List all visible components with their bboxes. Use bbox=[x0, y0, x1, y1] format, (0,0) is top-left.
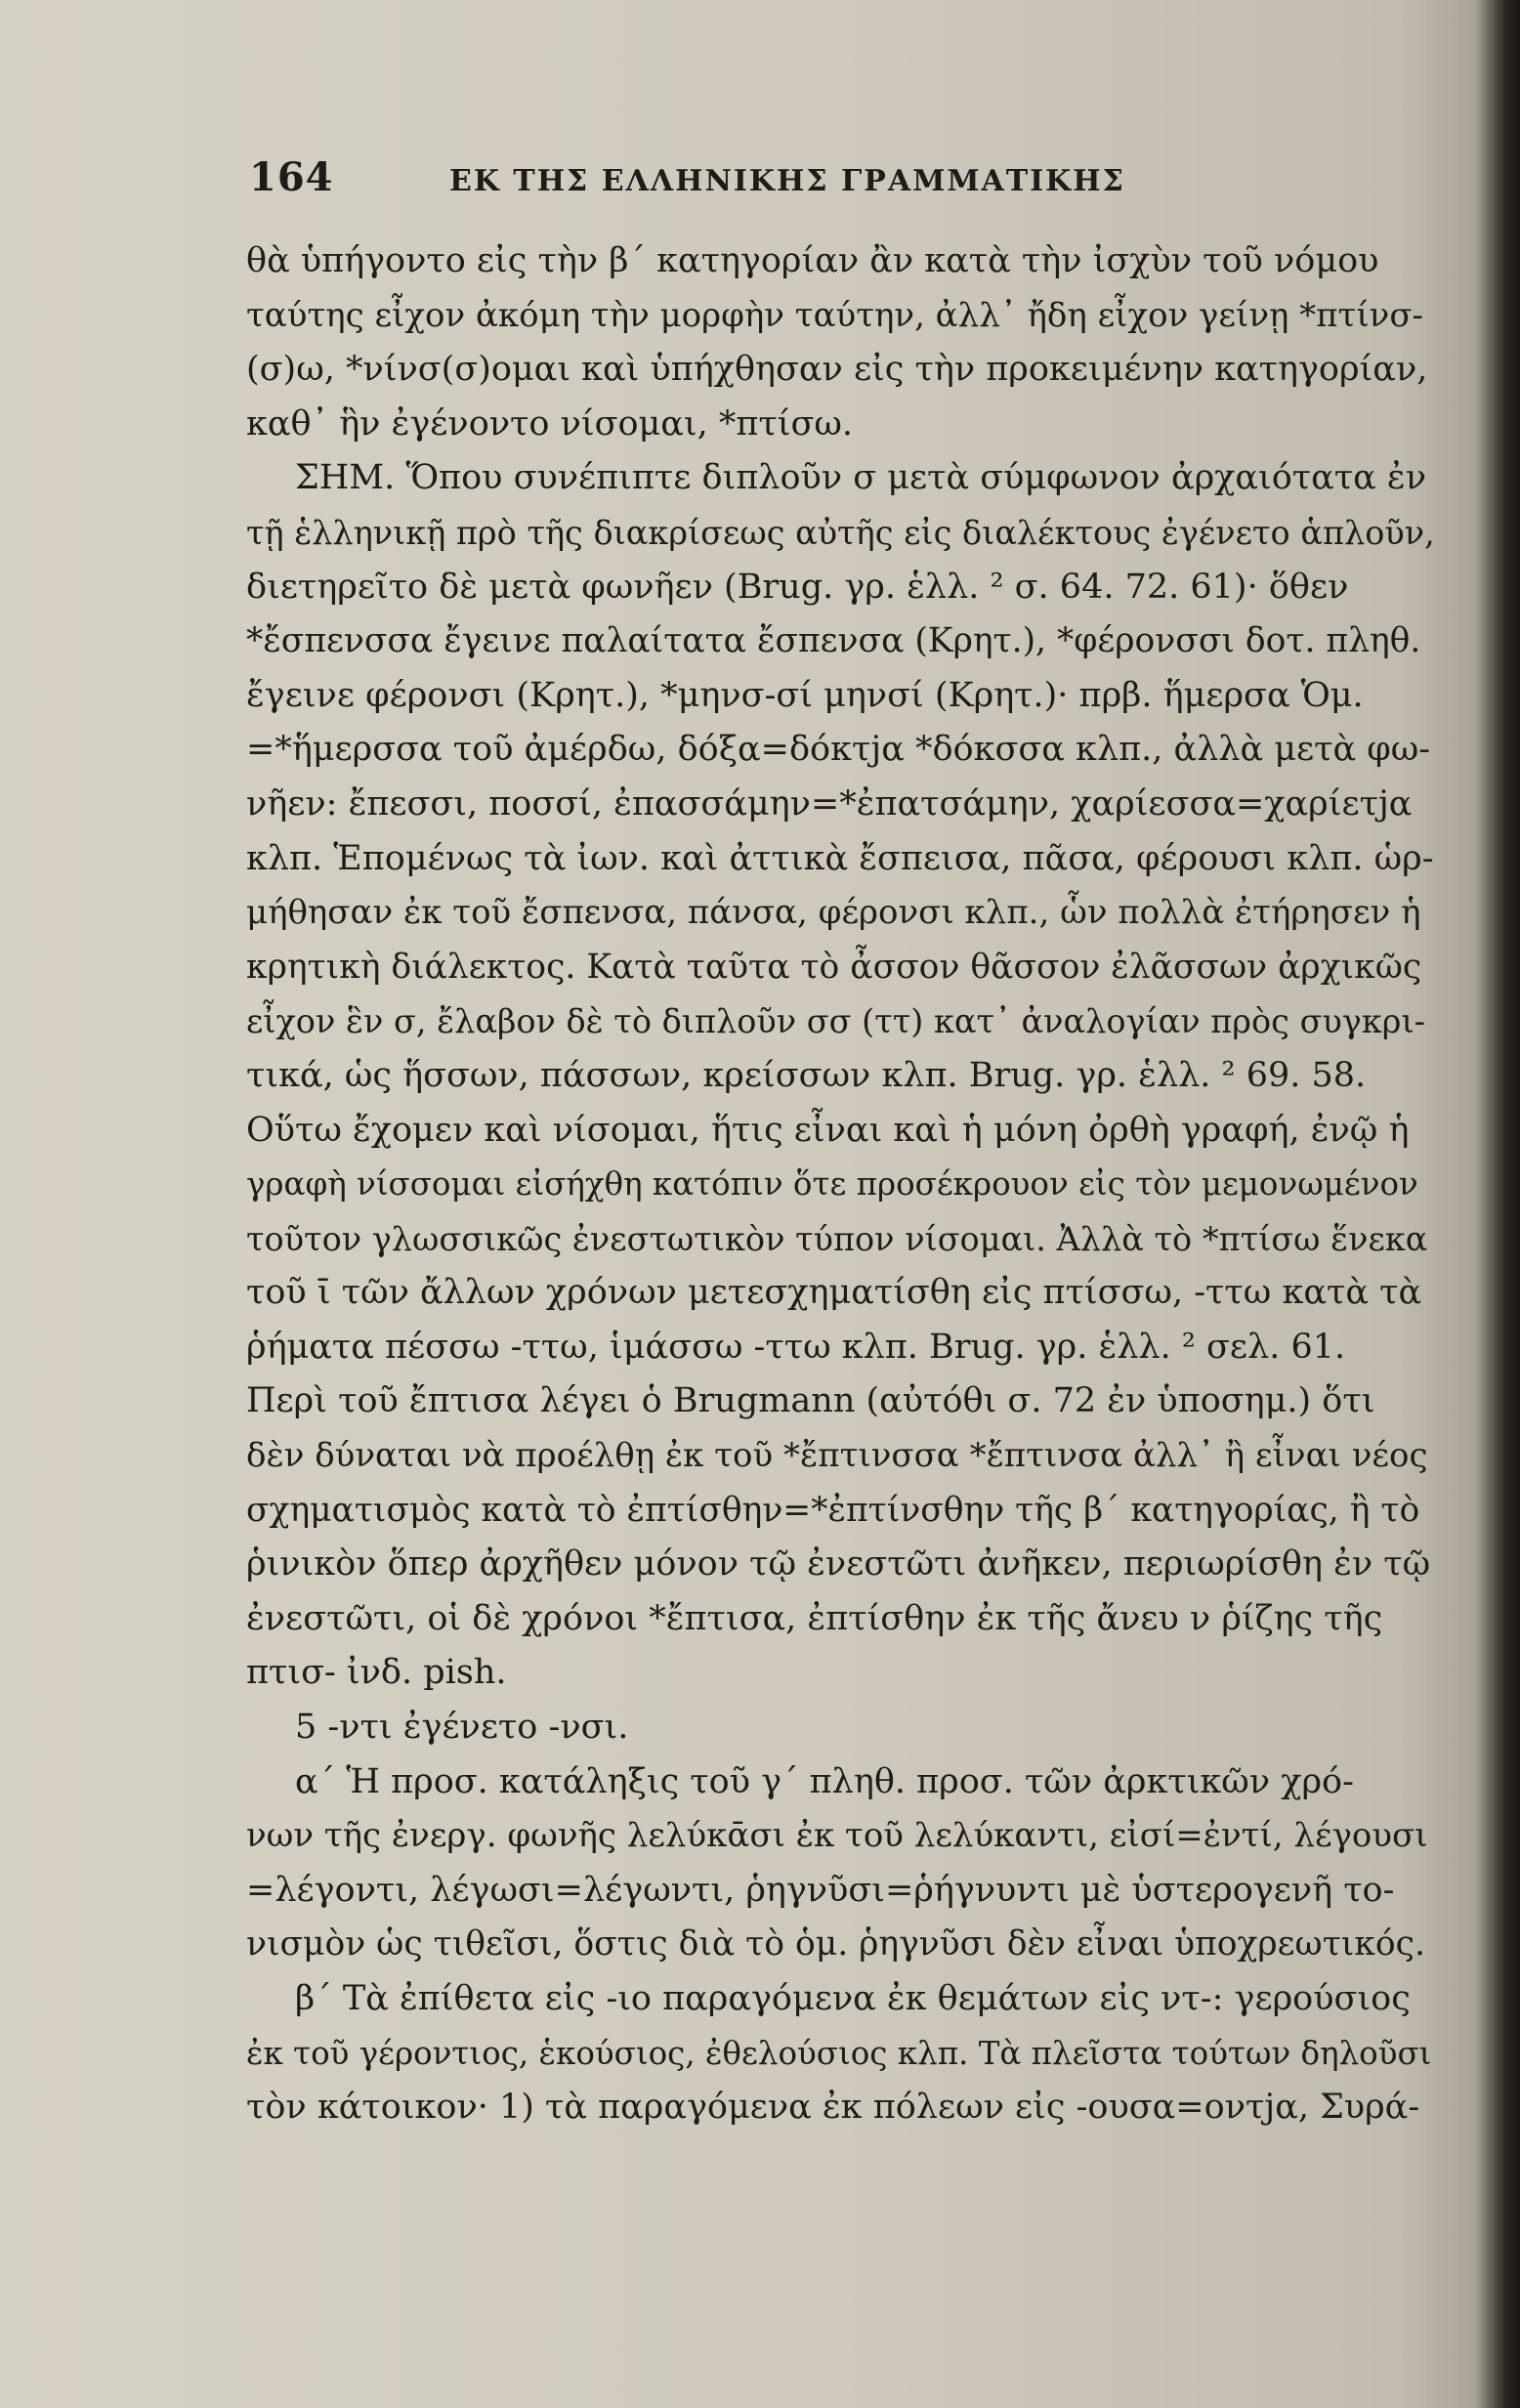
text-line: νῆεν: ἔπεσσι, ποσσί, ἐπασσάμην=*ἐπατσάμην, χαρίεσσα=χαρίετϳα bbox=[246, 783, 1413, 824]
text-line: =λέγοντι, λέγωσι=λέγωντι, ῥηγνῦσι=ῥήγνυντι μὲ ὑστερογενῆ το- bbox=[246, 1870, 1395, 1910]
text-line: ἐκ τοῦ γέροντιος, ἑκούσιος, ἐθελούσιος κλπ. Τὰ πλεῖστα τούτων δηλοῦσι bbox=[246, 2034, 1432, 2072]
text-line: ῥήματα πέσσω -ττω, ἱμάσσω -ττω κλπ. Brug. γρ. ἑλλ. ² σελ. 61. bbox=[246, 1327, 1346, 1367]
text-line: εἶχον ἓν σ, ἔλαβον δὲ τὸ διπλοῦν σσ (ττ) κατ᾽ ἀναλογίαν πρὸς συγκρι- bbox=[246, 1002, 1425, 1041]
text-line: δὲν δύναται νὰ προέλθῃ ἐκ τοῦ *ἔπτινσσα *ἔπτινσα ἀλλ᾽ ἢ εἶναι νέος bbox=[246, 1436, 1428, 1476]
text-line: ἐνεστῶτι, οἱ δὲ χρόνοι *ἔπτισα, ἐπτίσθην ἐκ τῆς ἄνευ ν ῥίζης τῆς bbox=[246, 1598, 1383, 1638]
text-line: θὰ ὑπήγοντο εἰς τὴν β΄ κατηγορίαν ἂν κατὰ τὴν ἰσχὺν τοῦ νόμου bbox=[246, 241, 1379, 280]
text-line: σχηματισμὸς κατὰ τὸ ἐπτίσθην=*ἐπτίνσθην τῆς β΄ κατηγορίας, ἢ τὸ bbox=[246, 1490, 1420, 1530]
text-line: τοῦ ῑ τῶν ἄλλων χρόνων μετεσχηματίσθη εἰς πτίσσω, -ττω κατὰ τὰ bbox=[246, 1273, 1422, 1313]
text-line: τὸν κάτοικον· 1) τὰ παραγόμενα ἐκ πόλεων εἰς -ουσα=οντϳα, Συρά- bbox=[246, 2088, 1420, 2128]
text-line: Οὕτω ἔχομεν καὶ νίσομαι, ἥτις εἶναι καὶ ἡ μόνη ὀρθὴ γραφή, ἐνῷ ἡ bbox=[246, 1110, 1410, 1150]
text-line: (σ)ω, *νίνσ(σ)ομαι καὶ ὑπήχθησαν εἰς τὴν προκειμένην κατηγορίαν, bbox=[246, 350, 1428, 390]
text-line: ῥινικὸν ὅπερ ἀρχῆθεν μόνον τῷ ἐνεστῶτι ἀνῆκεν, περιωρίσθη ἐν τῷ bbox=[246, 1544, 1431, 1584]
text-line: νων τῆς ἐνεργ. φωνῆς λελύκᾱσι ἐκ τοῦ λελύκαντι, εἰσί=ἐντί, λέγουσι bbox=[246, 1816, 1428, 1856]
text-line: κλπ. Ἑπομένως τὰ ἰων. καὶ ἀττικὰ ἔσπεισα, πᾶσα, φέρουσι κλπ. ὡρ- bbox=[246, 838, 1434, 878]
text-line: 5 -ντι ἐγένετο -νσι. bbox=[295, 1708, 629, 1748]
text-line: ἔγεινε φέρονσι (Κρητ.), *μηνσ-σί μηνσί (Κρητ.)· πρβ. ἥμερσα Ὁμ. bbox=[246, 675, 1364, 715]
text-line: κρητικὴ διάλεκτος. Κατὰ ταῦτα τὸ ἆσσον θᾶσσον ἐλᾶσσων ἀρχικῶς bbox=[246, 947, 1422, 987]
text-line: νισμὸν ὡς τιθεῖσι, ὅστις διὰ τὸ ὁμ. ῥηγνῦσι δὲν εἶναι ὑποχρεωτικός. bbox=[246, 1924, 1425, 1964]
text-line: ταύτης εἶχον ἀκόμη τὴν μορφὴν ταύτην, ἀλλ᾽ ἤδη εἶχον γείνῃ *πτίνσ- bbox=[246, 295, 1424, 335]
text-line: =*ἥμερσσα τοῦ ἀμέρδω, δόξα=δόκτϳα *δόκσσα κλπ., ἀλλὰ μετὰ φω- bbox=[246, 730, 1431, 770]
text-line: καθ᾽ ἣν ἐγένοντο νίσομαι, *πτίσω. bbox=[246, 403, 854, 444]
text-line: τικά, ὡς ἥσσων, πάσσων, κρείσσων κλπ. Brug. γρ. ἑλλ. ² 69. 58. bbox=[246, 1055, 1367, 1095]
body-text bbox=[246, 234, 1436, 2135]
running-title: ΕΚ ΤΗΣ ΕΛΛΗΝΙΚΗΣ ΓΡΑΜΜΑΤΙΚΗΣ bbox=[449, 164, 1125, 198]
text-line: τῇ ἑλληνικῇ πρὸ τῆς διακρίσεως αὐτῆς εἰς διαλέκτους ἐγένετο ἁπλοῦν, bbox=[246, 513, 1435, 552]
page-number: 164 bbox=[249, 154, 334, 200]
text-line: ΣΗΜ. Ὅπου συνέπιπτε διπλοῦν σ μετὰ σύμφωνον ἀρχαιότατα ἐν bbox=[295, 458, 1426, 498]
text-line: διετηρεῖτο δὲ μετὰ φωνῆεν (Brug. γρ. ἑλλ. ² σ. 64. 72. 61)· ὅθεν bbox=[246, 567, 1349, 607]
text-line: πτισ- ἰνδ. pish. bbox=[246, 1653, 507, 1693]
text-line: τοῦτον γλωσσικῶς ἐνεστωτικὸν τύπον νίσομαι. Ἀλλὰ τὸ *πτίσω ἕνεκα bbox=[246, 1219, 1428, 1258]
text-line: α΄ Ἡ προσ. κατάληξις τοῦ γ΄ πληθ. προσ. τῶν ἀρκτικῶν χρό- bbox=[295, 1761, 1354, 1801]
text-line: *ἔσπενσσα ἔγεινε παλαίτατα ἔσπενσα (Κρητ.), *φέρονσσι δοτ. πληθ. bbox=[246, 621, 1421, 661]
text-line: μήθησαν ἐκ τοῦ ἔσπενσα, πάνσα, φέρονσι κλπ., ὧν πολλὰ ἐτήρησεν ἡ bbox=[246, 893, 1421, 933]
text-line: Περὶ τοῦ ἔπτισα λέγει ὁ Brugmann (αὐτόθι σ. 72 ἐν ὑποσημ.) ὅτι bbox=[246, 1381, 1375, 1421]
text-line: β΄ Τὰ ἐπίθετα εἰς -ιο παραγόμενα ἐκ θεμάτων εἰς ντ-: γερούσιος bbox=[295, 1979, 1411, 2018]
text-line: γραφὴ νίσσομαι εἰσήχθη κατόπιν ὅτε προσέκρουον εἰς τὸν μεμονωμένον bbox=[246, 1165, 1418, 1204]
page-header bbox=[249, 154, 1431, 213]
